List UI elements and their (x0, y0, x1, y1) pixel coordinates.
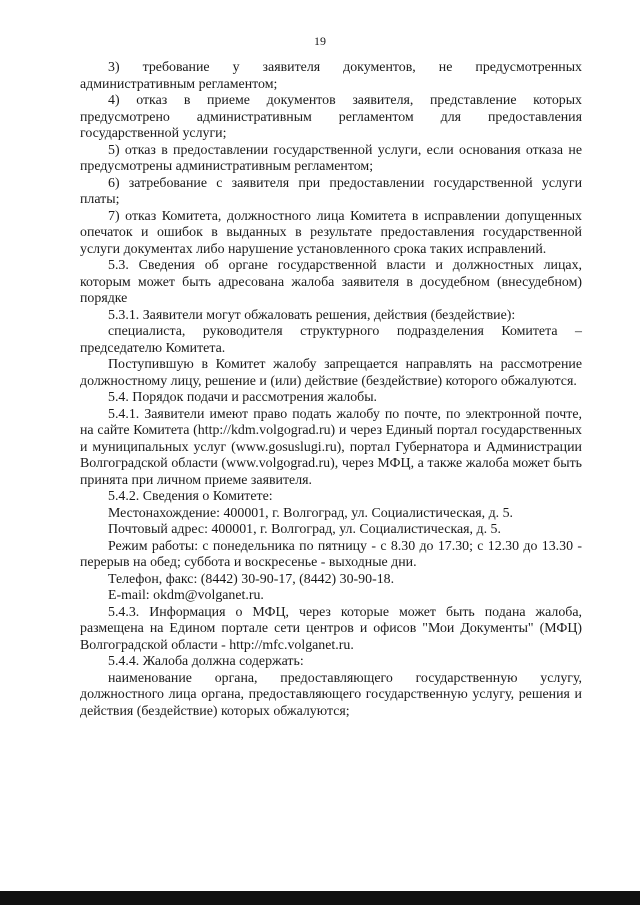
committee-postal-address: Почтовый адрес: 400001, г. Волгоград, ул. Социалистическая, д. 5. (108, 522, 501, 537)
committee-phone-fax: Телефон, факс: (8442) 30-90-17, (8442) 30-90-18. (108, 571, 395, 587)
paragraph-authority-name: наименование органа, предоставляющего государственную услугу, должностного лица органа, предоставляющего государственную услугу, решения и действия (бездействие) которых обжалуются; (80, 670, 582, 719)
paragraph-item-5: 5) отказ в предоставлении государственной услуги, если основания отказа не предусмотрены административным регламентом; (80, 142, 582, 174)
paragraph-item-6: 6) затребование с заявителя при предоставлении государственной услуги платы; (80, 175, 582, 207)
section-5-4-4: 5.4.4. Жалоба должна содержать: (108, 654, 304, 669)
scan-bottom-edge (0, 891, 640, 905)
section-5-4-heading: 5.4. Порядок подачи и рассмотрения жалобы. (108, 390, 378, 405)
section-5-3-heading: 5.3. Сведения об органе государственной власти и должностных лицах, которым может быть адресована жалоба заявителя в досудебном (внесудебном) порядке (80, 258, 582, 306)
committee-location: Местонахождение: 400001, г. Волгоград, ул. Социалистическая, д. 5. (108, 505, 513, 521)
section-5-3-1: 5.3.1. Заявители могут обжаловать решения, действия (бездействие): (108, 307, 516, 323)
section-5-4-1: 5.4.1. Заявители имеют право подать жалобу по почте, по электронной почте, на сайте Комитета (http://kdm.volgograd.ru) и через Единый портал государственных и муниципальных услуг (www.gosuslugi.ru), портал Губернатора и Администрации Волгоградской области (www.volgograd.ru), через МФЦ, а также жалоба может быть принята при личном приеме заявителя. (80, 406, 582, 488)
committee-email: E-mail: okdm@volganet.ru. (108, 588, 264, 603)
page-number: 19 (314, 34, 326, 48)
section-5-4-3: 5.4.3. Информация о МФЦ, через которые может быть подана жалоба, размещена на Едином портале сети центров и офисов "Мои Документы" (МФЦ) Волгоградской области - http://mfc.volganet.ru. (80, 604, 582, 653)
document-body (80, 60, 582, 720)
paragraph-item-4: 4) отказ в приеме документов заявителя, представление которых предусмотрено административным регламентом для предоставления государственной услуги; (80, 93, 582, 141)
paragraph-item-3: 3) требование у заявителя документов, не предусмотренных административным регламентом; (80, 60, 582, 92)
paragraph-specialist: специалиста, руководителя структурного подразделения Комитета – председателю Комитета. (80, 324, 582, 356)
committee-working-hours: Режим работы: с понедельника по пятницу - с 8.30 до 17.30; с 12.30 до 13.30 - перерыв на обед; суббота и воскресенье - выходные дни. (80, 538, 582, 570)
paragraph-complaint-rule: Поступившую в Комитет жалобу запрещается направлять на рассмотрение должностному лицу, решение и (или) действие (бездействие) которого обжалуются. (80, 357, 582, 389)
section-5-4-2: 5.4.2. Сведения о Комитете: (108, 489, 273, 504)
paragraph-item-7: 7) отказ Комитета, должностного лица Комитета в исправлении допущенных опечаток и ошибок в выданных в результате предоставления государственной услуги документах либо нарушение установленного срока таких исправлений. (80, 208, 582, 257)
